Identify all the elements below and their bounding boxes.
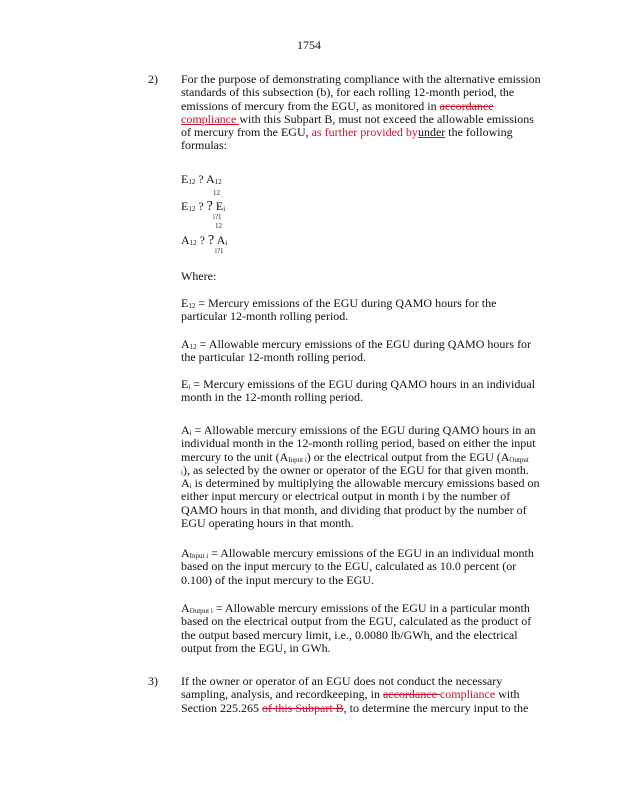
- definition-a-output: [181, 602, 531, 655]
- sum-lower-limit: i?1: [215, 247, 224, 255]
- text-line: [181, 86, 541, 99]
- text-run: the output based mercury limit, i.e., 0.0080 lb/GWh, and the electrical: [181, 627, 518, 642]
- text-line: [181, 702, 528, 715]
- paragraph-3: [148, 674, 529, 715]
- subscript: Output i: [189, 607, 213, 615]
- text-run: with this Subpart B, must not exceed the allowable emissions: [239, 111, 534, 126]
- paragraph-2: [148, 72, 541, 153]
- text-line: [181, 113, 541, 126]
- definition-a-input: [181, 547, 534, 587]
- formula-symbol: E: [215, 199, 224, 213]
- text-run: ), as selected by the owner or operator of the EGU for that given month.: [182, 462, 529, 477]
- formula-subscript: i: [223, 205, 226, 213]
- sum-icon: ?: [206, 199, 213, 214]
- text-line: [181, 560, 534, 573]
- text-run: either input mercury or electrical output in month i by the number of: [181, 489, 511, 504]
- formula-subscript: i: [225, 239, 228, 247]
- text-run: based on the input mercury to the EGU, calculated as 10.0 percent (or: [181, 559, 517, 574]
- text-run: particular 12-month rolling period.: [181, 309, 349, 324]
- text-run: mercury to the unit (A: [181, 449, 289, 464]
- definition-e12: [181, 297, 496, 324]
- text-run: emissions of mercury from the EGU, as monitored in: [181, 98, 440, 113]
- text-run: = Allowable mercury emissions of the EGU in an individual month: [208, 546, 534, 560]
- deleted-text: of this Subpart B: [262, 700, 344, 715]
- text-run: based on the electrical output from the EGU, calculated as the product of: [181, 614, 532, 629]
- inserted-text: compliance: [439, 687, 496, 702]
- text-line: [181, 675, 528, 688]
- inserted-text: as further provided by: [311, 125, 418, 140]
- page-number: 1754: [297, 38, 321, 52]
- formula-subscript: 12: [214, 178, 222, 186]
- subscript: 12: [189, 343, 197, 351]
- formula-operator: ?: [198, 199, 204, 213]
- text-run: A: [181, 546, 190, 560]
- text-line: [181, 391, 535, 404]
- text-run: = Allowable mercury emissions of the EGU during QAMO hours in an: [191, 423, 536, 437]
- text-line: [181, 139, 541, 152]
- text-run: A: [181, 476, 190, 491]
- text-run: Section 225.265: [181, 700, 262, 715]
- text-run: individual month in the 12-month rolling period, based on either the input: [181, 436, 536, 451]
- text-run: with: [495, 687, 520, 702]
- sum-upper-limit: 12: [215, 222, 222, 230]
- text-line: [181, 464, 540, 477]
- text-run: E: [181, 296, 189, 310]
- text-line: [181, 517, 540, 530]
- definition-ai: [181, 424, 540, 530]
- formula-subscript: 12: [188, 178, 196, 186]
- text-line: [181, 297, 496, 310]
- text-line: [181, 310, 496, 323]
- text-run: standards of this subsection (b), for each rolling 12-month period, the: [181, 85, 515, 100]
- text-run: = Mercury emissions of the EGU during QAMO hours in an individual: [190, 377, 536, 391]
- text-run: = Allowable mercury emissions of the EGU in a particular month: [212, 601, 530, 615]
- subscript: i: [181, 468, 183, 477]
- definition-a12: [181, 338, 531, 365]
- text-run: = Allowable mercury emissions of the EGU during QAMO hours for: [196, 337, 532, 351]
- text-line: [181, 504, 540, 517]
- text-run: Where:: [181, 269, 217, 283]
- formula-operator: ?: [198, 172, 204, 186]
- sum-upper-limit: 12: [213, 189, 220, 197]
- subscript: i: [189, 482, 192, 491]
- where-label: [181, 270, 216, 283]
- text-line: [181, 629, 531, 642]
- inserted-text: under: [417, 125, 446, 140]
- formula-subscript: 12: [188, 205, 196, 213]
- text-line: [181, 338, 531, 351]
- subscript: Output: [509, 455, 529, 464]
- formula-symbol: A: [216, 233, 226, 247]
- text-run: the following: [445, 125, 513, 140]
- text-run: If the owner or operator of an EGU does not conduct the necessary: [181, 674, 503, 688]
- definition-ei: [181, 378, 535, 405]
- text-line: [181, 574, 534, 587]
- text-line: [181, 642, 531, 655]
- formula-symbol: E: [181, 199, 189, 213]
- text-run: the particular 12-month rolling period.: [181, 350, 366, 365]
- subscript: 12: [188, 302, 196, 310]
- subscript: i: [188, 383, 191, 391]
- text-run: formulas:: [181, 138, 227, 153]
- deleted-text: accordance: [439, 98, 494, 113]
- text-run: , to determine the mercury input to the: [343, 700, 529, 715]
- text-line: [181, 602, 531, 615]
- text-run: EGU operating hours in that month.: [181, 516, 354, 531]
- text-run: For the purpose of demonstrating compliance with the alternative emission: [181, 72, 541, 86]
- deleted-text: accordance: [382, 687, 440, 702]
- text-line: [181, 73, 541, 86]
- formula-symbol: A: [206, 172, 215, 186]
- text-run: QAMO hours in that month, and dividing that product by the number of: [181, 502, 527, 517]
- text-run: ) or the electrical output from the EGU (A: [306, 449, 510, 464]
- text-run: output from the EGU, in GWh.: [181, 640, 331, 655]
- formula-subscript: 12: [189, 239, 197, 247]
- text-run: is determined by multiplying the allowable mercury emissions based on: [191, 476, 540, 491]
- sum-icon: ?: [208, 233, 215, 248]
- subscript: Input i: [288, 455, 307, 464]
- text-run: A: [181, 337, 190, 351]
- text-line: [181, 126, 541, 139]
- subscript: i: [189, 429, 192, 437]
- text-line: [181, 615, 531, 628]
- formula-operator: ?: [199, 233, 205, 247]
- paragraph-number: 3): [148, 674, 158, 688]
- text-line: [181, 490, 540, 503]
- text-run: 0.100) of the input mercury to the EGU.: [181, 572, 374, 587]
- text-run: A: [181, 423, 190, 437]
- text-run: = Mercury emissions of the EGU during QAMO hours for the: [195, 296, 497, 310]
- formula-symbol: A: [181, 233, 190, 247]
- text-line: [181, 477, 540, 490]
- text-run: sampling, analysis, and recordkeeping, in: [181, 687, 383, 702]
- text-line: [181, 424, 540, 437]
- text-line: [181, 378, 535, 391]
- text-line: [181, 437, 540, 450]
- inserted-text: compliance: [181, 111, 240, 126]
- text-line: [181, 547, 534, 560]
- text-line: [181, 100, 541, 113]
- text-line: [181, 351, 531, 364]
- text-run: E: [181, 377, 189, 391]
- subscript: Input i: [189, 552, 209, 560]
- paragraph-number: 2): [148, 72, 158, 86]
- text-run: A: [181, 601, 190, 615]
- text-line: [181, 270, 216, 283]
- formula-symbol: E: [181, 172, 189, 186]
- sum-lower-limit: i?1: [213, 213, 222, 221]
- text-line: [181, 688, 528, 701]
- text-run: of mercury from the EGU,: [181, 125, 312, 140]
- text-line: [181, 451, 540, 464]
- text-run: month in the 12-month rolling period.: [181, 390, 363, 405]
